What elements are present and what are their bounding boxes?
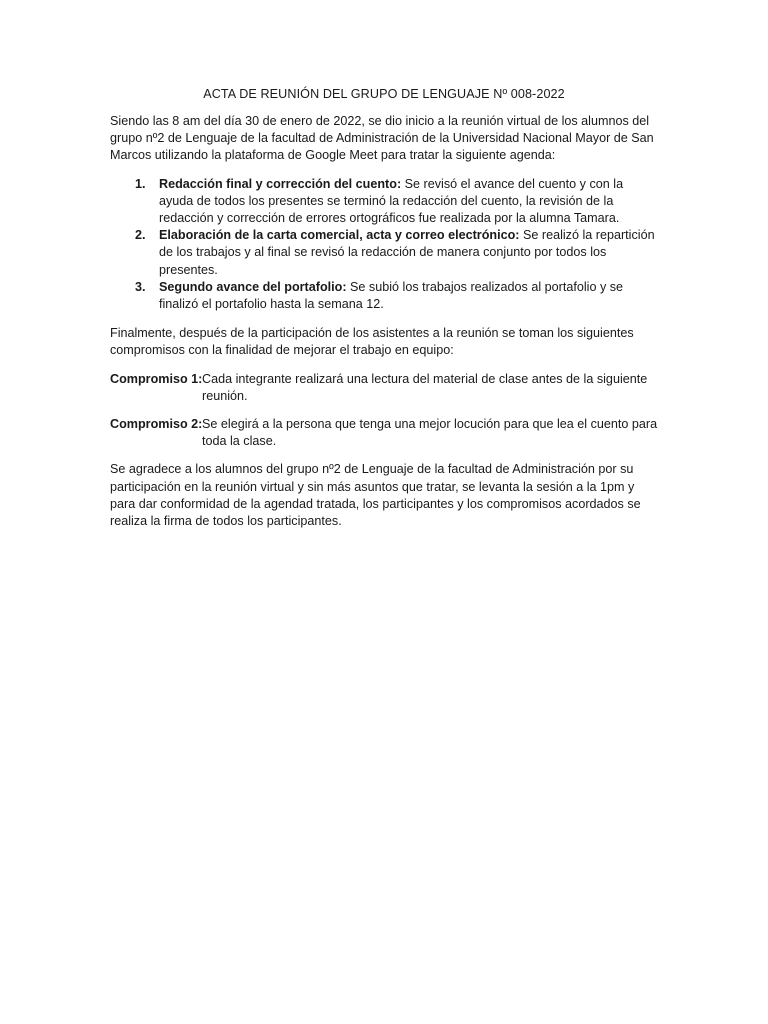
commitments-intro-paragraph: Finalmente, después de la participación de los asistentes a la reunión se toman los siguientes compromisos con la finalidad de mejorar el trabajo en equipo: — [110, 326, 634, 358]
commitment-1 — [110, 371, 658, 405]
document-body — [110, 86, 658, 541]
commitment-text: Se elegirá a la persona que tenga una mejor locución para que lea el cuento para toda la clase. — [202, 417, 658, 449]
commitment-text: Cada integrante realizará una lectura del material de clase antes de la siguiente reunión. — [202, 371, 648, 403]
agenda-item-2 — [110, 227, 658, 279]
commitment-label: Compromiso 1: — [110, 371, 203, 386]
agenda-item-text: Se subió los trabajos realizados al portafolio y se finalizó el portafolio hasta la semana 12. — [159, 279, 624, 312]
closing-paragraph: Se agradece a los alumnos del grupo nº2 de Lenguaje de la facultad de Administración por su participación en la reunión virtual y sin más asuntos que tratar, se levanta la sesión a la 1pm y para dar conformidad de la agendad tratada, los participantes y los compromisos acordados se realiza la firma de todos los participantes. — [110, 462, 641, 529]
agenda-item-number: 2. — [135, 228, 146, 243]
agenda-list — [110, 176, 658, 314]
agenda-item-3 — [110, 279, 658, 313]
intro-paragraph: Siendo las 8 am del día 30 de enero de 2022, se dio inicio a la reunión virtual de los alumnos del grupo nº2 de Lenguaje de la facultad de Administración de la Universidad Nacional Mayor de San Marcos utilizando la plataforma de Google Meet para tratar la siguiente agenda: — [110, 114, 654, 163]
agenda-item-text: Se revisó el avance del cuento y con la ayuda de todos los presentes se terminó la redacción del cuento, la revisión de la redacción y corrección de errores ortográficos fue realizada por la alumna Tamara. — [159, 176, 624, 226]
document-title: ACTA DE REUNIÓN DEL GRUPO DE LENGUAJE Nº 008-2022 — [203, 87, 565, 101]
agenda-item-heading: Segundo avance del portafolio: — [159, 279, 347, 294]
agenda-item-1 — [110, 176, 658, 228]
agenda-item-text: Se realizó la repartición de los trabajos y al final se revisó la redacción de manera conjunto por todos los presentes. — [159, 228, 655, 277]
commitment-label: Compromiso 2: — [110, 417, 203, 432]
agenda-item-heading: Redacción final y corrección del cuento: — [159, 176, 402, 191]
agenda-item-number: 1. — [135, 176, 146, 191]
commitment-2 — [110, 416, 658, 450]
agenda-item-number: 3. — [135, 279, 146, 294]
agenda-item-heading: Elaboración de la carta comercial, acta y correo electrónico: — [159, 228, 520, 243]
